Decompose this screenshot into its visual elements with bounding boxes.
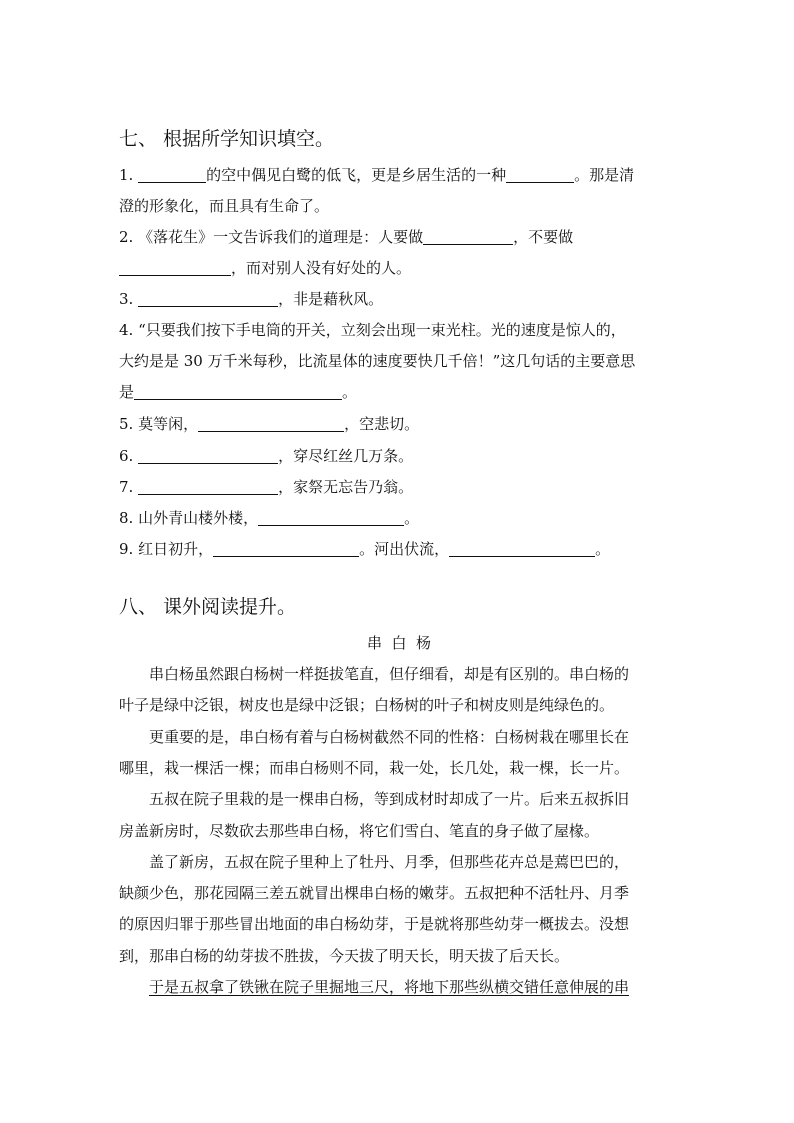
passage-line-10: 到，那串白杨的幼芽拔不胜拔，今天拔了明天长，明天拔了后天长。 — [119, 947, 570, 965]
question-9-blank-1[interactable] — [213, 540, 359, 557]
passage-line-11-underlined: 于是五叔拿了铁锹在院子里掘地三尺，将地下那些纵横交错任意伸展的串 — [149, 978, 630, 996]
question-2-number: 2. — [119, 228, 134, 246]
question-8-line — [119, 508, 679, 528]
question-1-text-1: 的空中偶见白鹭的低飞，更是乡居生活的一种 — [206, 166, 507, 184]
question-6-blank[interactable] — [138, 447, 278, 464]
question-9-text-3: 。 — [595, 540, 611, 558]
question-1-blank-1[interactable] — [138, 166, 206, 183]
question-7-blank[interactable] — [138, 478, 278, 495]
passage-line-2: 叶子是绿中泛银，树皮也是绿中泛银；白杨树的叶子和树皮则是纯绿色的。 — [119, 696, 615, 714]
section-8-heading: 八、 课外阅读提升。 — [119, 596, 297, 618]
question-2-line-2 — [119, 258, 679, 278]
question-4-blank[interactable] — [134, 383, 342, 400]
question-9-text-1: 9. 红日初升， — [119, 540, 214, 558]
question-2-blank-1[interactable] — [423, 228, 513, 245]
question-6-text: ，穿尽红丝几万条。 — [278, 447, 414, 465]
question-1-line-1 — [119, 165, 679, 185]
question-1-blank-2[interactable] — [506, 166, 574, 183]
question-7-number: 7. — [119, 478, 134, 496]
question-6-number: 6. — [119, 447, 134, 465]
passage-line-7: 盖了新房，五叔在院子里种上了牡丹、月季，但那些花卉总是蔫巴巴的， — [149, 853, 630, 871]
passage-line-4: 哪里，栽一棵活一棵；而串白杨则不同，栽一处，长几处，栽一棵，长一片。 — [119, 759, 630, 777]
section-7-heading: 七、 根据所学知识填空。 — [119, 128, 335, 150]
question-1-number: 1. — [119, 166, 134, 184]
question-8-blank[interactable] — [258, 509, 404, 526]
question-3-number: 3. — [119, 290, 134, 308]
question-2-text-2: ，不要做 — [513, 228, 574, 246]
question-4-text-1: 是 — [119, 383, 135, 401]
question-2-line-1 — [119, 227, 679, 247]
question-9-blank-2[interactable] — [449, 540, 595, 557]
question-7-line — [119, 477, 679, 497]
question-4-line-3 — [119, 382, 679, 402]
question-2-text-1: 《落花生》一文告诉我们的道理是：人要做 — [138, 228, 424, 246]
passage-line-1: 串白杨虽然跟白杨树一样挺拔笔直，但仔细看，却是有区别的。串白杨的 — [149, 665, 630, 683]
question-8-text-2: 。 — [404, 509, 420, 527]
question-4-line-1: 4. “只要我们按下手电筒的开关，立刻会出现一束光柱。光的速度是惊人的， — [119, 321, 626, 339]
question-3-text: ，非是藉秋风。 — [278, 290, 384, 308]
passage-line-5: 五叔在院子里栽的是一棵串白杨，等到成材时却成了一片。后来五叔拆旧 — [149, 790, 630, 808]
question-2-blank-2[interactable] — [119, 259, 231, 276]
question-3-line — [119, 289, 679, 309]
question-1-text-2: 。那是清 — [574, 166, 635, 184]
question-5-blank[interactable] — [198, 415, 344, 432]
question-7-text: ，家祭无忘告乃翁。 — [278, 478, 414, 496]
question-1-line-2: 澄的形象化，而且具有生命了。 — [119, 197, 330, 215]
question-2-text-3: ，而对别人没有好处的人。 — [231, 259, 412, 277]
passage-line-9: 的原因归罪于那些冒出地面的串白杨幼芽，于是就将那些幼芽一概拔去。没想 — [119, 915, 630, 933]
question-4-line-2: 大约是是 30 万千米每秒，比流星体的速度要快几千倍！”这几句话的主要意思 — [119, 352, 636, 370]
question-8-text-1: 8. 山外青山楼外楼， — [119, 509, 259, 527]
question-6-line — [119, 446, 679, 466]
passage-title: 串 白 杨 — [366, 634, 432, 652]
question-5-text-2: ，空悲切。 — [344, 415, 420, 433]
passage-line-6: 房盖新房时，尽数砍去那些串白杨，将它们雪白、笔直的身子做了屋椽。 — [119, 822, 600, 840]
question-5-text-1: 5. 莫等闲， — [119, 415, 199, 433]
question-9-text-2: 。河出伏流， — [359, 540, 450, 558]
question-5-line — [119, 414, 679, 434]
question-4-text-2: 。 — [342, 383, 358, 401]
question-9-line — [119, 539, 679, 559]
question-3-blank[interactable] — [138, 290, 278, 307]
passage-line-3: 更重要的是，串白杨有着与白杨树截然不同的性格：白杨树栽在哪里长在 — [149, 728, 630, 746]
passage-line-8: 缺颜少色，那花园隔三差五就冒出棵串白杨的嫩芽。五叔把种不活牡丹、月季 — [119, 884, 630, 902]
